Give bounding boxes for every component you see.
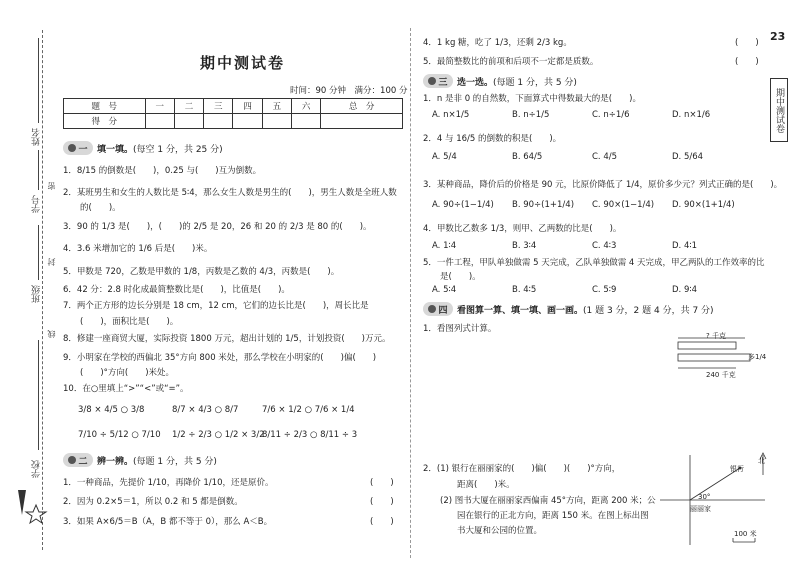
page-title: 期中测试卷 [200, 54, 286, 72]
question: 2．(1) 银行在丽丽家的( )偏( )( )°方向， [423, 464, 621, 474]
question: (2) 图书大厦在丽丽家西偏南 45°方向，距离 200 米；公 [423, 496, 656, 506]
exam-meta: 时间：90 分钟 满分：100 分 [290, 86, 408, 96]
name-line [38, 38, 39, 123]
page-divider [410, 28, 411, 558]
question: 3．90 的 1/3 是( )，( )的 2/5 是 20，26 和 20 的 2/3 是 80 的( )。 [63, 222, 372, 232]
diagram-label: 240 千克 [706, 371, 736, 379]
question: ( )，面积比是( )。 [63, 317, 179, 327]
table-cell: 得 分 [64, 114, 146, 129]
question: 是( )。 [423, 272, 481, 282]
section-badge: 四 [423, 302, 453, 316]
section-header [63, 141, 223, 155]
question: 1．看图列式计算。 [423, 324, 497, 334]
section-title: 看图算一算、填一填、画一画。 [457, 305, 584, 316]
score-input-cell[interactable] [262, 114, 291, 129]
question: 2．因为 0.2×5＝1，所以 0.2 和 5 都是倒数。 [63, 497, 243, 507]
option[interactable]: A. n×1/5 [432, 110, 470, 120]
table-cell: 二 [174, 99, 203, 114]
table-cell: 六 [292, 99, 321, 114]
section-tab: 期中测试卷 [770, 78, 788, 142]
section-note: (1 题 3 分，2 题 4 分，共 7 分) [583, 305, 714, 316]
question: 3．某种商品，降价后的价格是 90 元，比原价降低了 1/4，原价多少元？列式正确的是( )。 [423, 180, 783, 190]
diagram-label: 多1/4 [748, 353, 767, 361]
question: 4．甲数比乙数多 1/3，则甲、乙两数的比是( )。 [423, 224, 622, 234]
option[interactable]: C. 5∶9 [592, 285, 617, 295]
question: ( )°方向( )米处。 [63, 368, 175, 378]
bullet-icon [428, 77, 436, 85]
section-badge: 一 [63, 141, 93, 155]
answer-paren[interactable]: ( ) [370, 478, 394, 488]
option[interactable]: D. 5/64 [672, 152, 704, 162]
table-cell: 题 号 [64, 99, 146, 114]
score-input-cell[interactable] [204, 114, 233, 129]
section-header [423, 74, 577, 88]
diagram-label: ? 千克 [706, 332, 726, 340]
section-title: 填一填。 [97, 144, 134, 155]
answer-paren[interactable]: ( ) [735, 38, 759, 48]
section-header [423, 302, 714, 316]
school-label: 学校 [32, 460, 42, 478]
question: 5．甲数是 720，乙数是甲数的 1/8，丙数是乙数的 4/3，丙数是( )。 [63, 267, 340, 277]
option[interactable]: D. 4∶1 [672, 241, 697, 251]
question: 5．一件工程，甲队单独做需 5 天完成，乙队单独做需 4 天完成，甲乙两队的工作效率的比 [423, 258, 765, 268]
id-label: 学号 [32, 195, 42, 213]
compare-item[interactable]: 3/8 × 4/5 ○ 3/8 [78, 405, 145, 415]
class-label: 班级 [32, 285, 42, 303]
question: 9．小明家在学校的西偏北 35°方向 800 米处，那么学校在小明家的( )偏( ) [63, 353, 377, 363]
question: 5．最简整数比的前项和后项不一定都是质数。 [423, 57, 599, 67]
option[interactable]: D. 90×(1+1/4) [672, 200, 735, 210]
section-note: (每空 1 分，共 25 分) [133, 144, 223, 155]
score-input-cell[interactable] [174, 114, 203, 129]
id-line [38, 150, 39, 190]
score-input-cell[interactable] [145, 114, 174, 129]
compare-item[interactable]: 7/10 ÷ 5/12 ○ 7/10 [78, 430, 161, 440]
compare-item[interactable]: 8/7 × 4/3 ○ 8/7 [172, 405, 239, 415]
bank-label: 银行 [730, 465, 744, 473]
question: 10．在○里填上“>”“<”或“=”。 [63, 384, 189, 394]
option[interactable]: B. 3∶4 [512, 241, 537, 251]
compare-item[interactable]: 8/11 ÷ 2/3 ○ 8/11 ÷ 3 [262, 430, 358, 440]
section-badge: 三 [423, 74, 453, 88]
option[interactable]: B. 4∶5 [512, 285, 537, 295]
option[interactable]: B. n÷1/5 [512, 110, 550, 120]
table-cell: 一 [145, 99, 174, 114]
question: 6．42 分：2.8 时化成最简整数比是( )，比值是( )。 [63, 285, 290, 295]
section-note: (每题 1 分，共 5 分) [493, 77, 577, 88]
bullet-icon [428, 305, 436, 313]
scale-label: 100 米 [734, 530, 757, 538]
table-cell: 四 [233, 99, 262, 114]
question: 8．修建一座商贸大厦，实际投资 1800 万元，超出计划的 1/5，计划投资( )万元。 [63, 334, 391, 344]
question: 4．3.6 米增加它的 1/6 后是( )米。 [63, 244, 213, 254]
name-label: 姓名 [32, 128, 42, 146]
option[interactable]: D. 9∶4 [672, 285, 697, 295]
table-cell: 三 [204, 99, 233, 114]
option[interactable]: C. 90×(1−1/4) [592, 200, 655, 210]
seal-char: 封 [47, 258, 56, 266]
answer-paren[interactable]: ( ) [735, 57, 759, 67]
option[interactable]: A. 90÷(1−1/4) [432, 200, 494, 210]
option[interactable]: D. n×1/6 [672, 110, 711, 120]
answer-paren[interactable]: ( ) [370, 517, 394, 527]
question: 1．n 是非 0 的自然数，下面算式中得数最大的是( )。 [423, 94, 641, 104]
score-input-cell[interactable] [233, 114, 262, 129]
option[interactable]: C. 4/5 [592, 152, 618, 162]
question: 2．4 与 16/5 的倒数的积是( )。 [423, 134, 562, 144]
bullet-icon [68, 456, 76, 464]
option[interactable]: A. 5∶4 [432, 285, 457, 295]
table-cell: 五 [262, 99, 291, 114]
option[interactable]: B. 90÷(1+1/4) [512, 200, 575, 210]
score-table [63, 98, 403, 129]
question: 书大厦和公园的位置。 [423, 526, 543, 536]
option[interactable]: B. 64/5 [512, 152, 543, 162]
binding-margin [0, 0, 58, 570]
angle-label: 30° [698, 493, 711, 501]
question: 7．两个正方形的边长分别是 18 cm，12 cm，它们的边长比是( )，周长比是 [63, 301, 369, 311]
question: 的( )。 [63, 203, 121, 213]
section-title: 辨一辨。 [97, 456, 134, 467]
question: 3．如果 A×6/5＝B（A，B 都不等于 0），那么 A＜B。 [63, 517, 273, 527]
page-number: 23 [770, 30, 786, 43]
section-title: 选一选。 [457, 77, 494, 88]
section-note: (每题 1 分，共 5 分) [133, 456, 217, 467]
question: 距离( )米。 [423, 480, 515, 490]
question: 1．8/15 的倒数是( )，0.25 与( )互为倒数。 [63, 166, 262, 176]
compare-item[interactable]: 1/2 ÷ 2/3 ○ 1/2 × 3/2 [172, 430, 265, 440]
school-line [38, 340, 39, 450]
answer-paren[interactable]: ( ) [370, 497, 394, 507]
question: 园在银行的正北方向，距离 150 米。在图上标出图 [423, 511, 649, 521]
section-badge: 二 [63, 453, 93, 467]
score-input-cell[interactable] [292, 114, 321, 129]
compare-item[interactable]: 7/6 × 1/2 ○ 7/6 × 1/4 [262, 405, 355, 415]
class-line [38, 225, 39, 280]
score-input-cell[interactable] [321, 114, 403, 129]
section-header [63, 453, 217, 467]
home-label: 丽丽家 [690, 505, 711, 513]
direction-map [655, 450, 775, 550]
pencil-decoration-icon [8, 485, 48, 525]
question: 2．某班男生和女生的人数比是 5∶4，那么女生人数是男生的( )，男生人数是全班人数 [63, 188, 397, 198]
seal-char: 密 [47, 182, 56, 190]
seal-char: 线 [47, 330, 56, 338]
north-label: 北 [758, 457, 765, 465]
option[interactable]: C. n÷1/6 [592, 110, 630, 120]
table-cell: 总 分 [321, 99, 403, 114]
option[interactable]: A. 1∶4 [432, 241, 457, 251]
option[interactable]: C. 4∶3 [592, 241, 617, 251]
bullet-icon [68, 144, 76, 152]
option[interactable]: A. 5/4 [432, 152, 457, 162]
question: 1．一种商品，先提价 1/10，再降价 1/10，还是原价。 [63, 478, 274, 488]
question: 4．1 kg 糖，吃了 1/3，还剩 2/3 kg。 [423, 38, 572, 48]
